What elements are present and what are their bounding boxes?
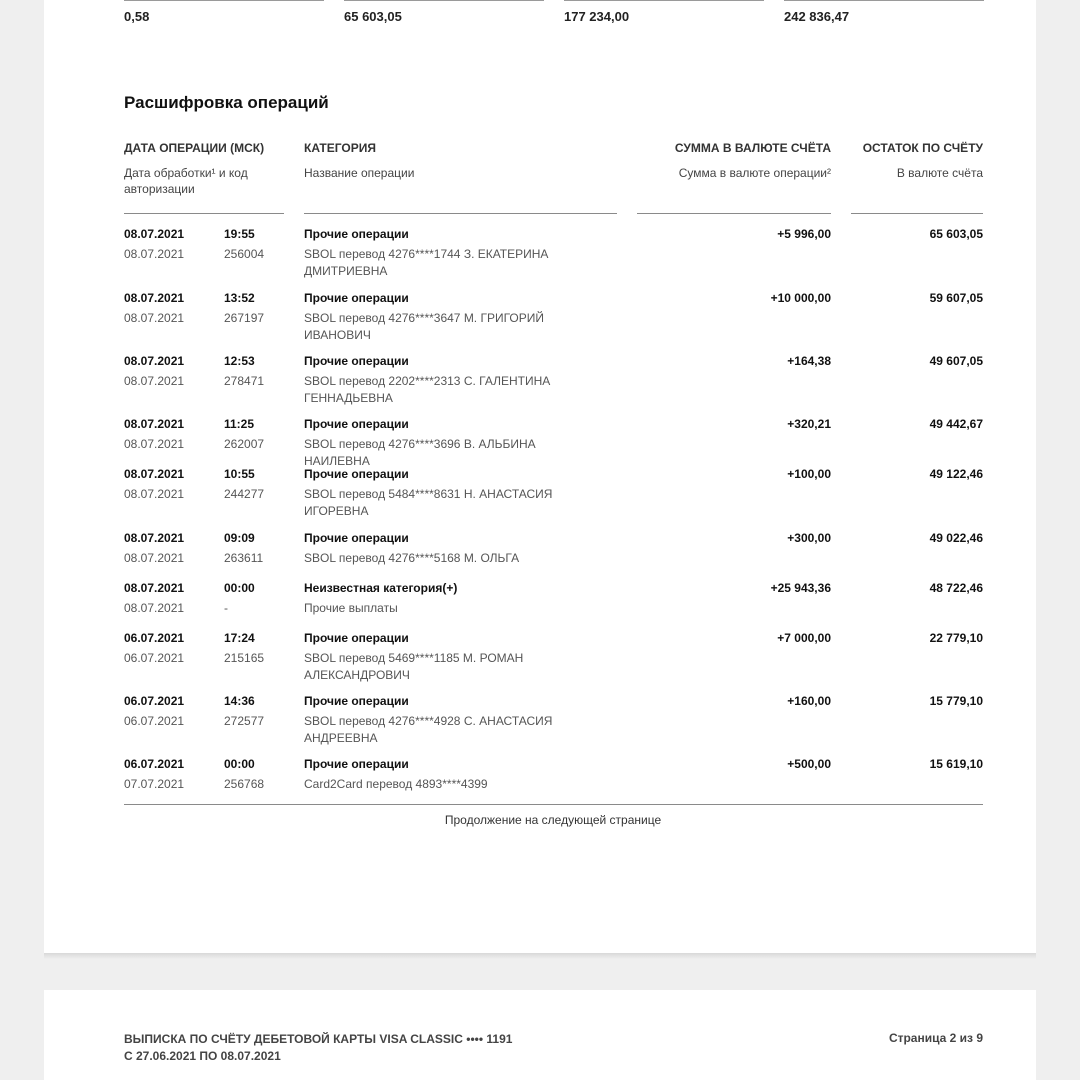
operation-date: 08.07.2021: [124, 417, 185, 431]
operation-category: Неизвестная категория(+): [304, 581, 458, 595]
authorization-code: 278471: [224, 374, 265, 388]
authorization-code: 215165: [224, 651, 265, 665]
account-balance: 22 779,10: [929, 631, 983, 645]
next-page-footer: [44, 990, 1036, 1080]
operation-time: 11:25: [224, 417, 255, 431]
account-balance: 59 607,05: [929, 291, 983, 305]
authorization-code: 244277: [224, 487, 265, 501]
summary-value: 65 603,05: [344, 0, 544, 32]
page-number: Страница 2 из 9: [888, 1031, 983, 1045]
operation-date: 06.07.2021: [124, 757, 185, 771]
operation-time: 12:53: [224, 354, 255, 368]
account-balance: 48 722,46: [929, 581, 983, 595]
operation-time: 10:55: [224, 467, 255, 481]
operation-description: SBOL перевод 2202****2313 С. ГАЛЕНТИНА ГЕННАДЬЕВНА: [304, 374, 551, 405]
processing-date: 06.07.2021: [124, 651, 185, 665]
authorization-code: 256004: [224, 247, 265, 261]
operation-amount: +5 996,00: [777, 227, 831, 241]
operation-time: 13:52: [224, 291, 255, 305]
operation-category: Прочие операции: [304, 694, 409, 708]
authorization-code: 256768: [224, 777, 265, 791]
page-gap: [44, 953, 1036, 959]
operation-description: SBOL перевод 5484****8631 Н. АНАСТАСИЯ ИГОРЕВНА: [304, 487, 553, 518]
operation-date: 08.07.2021: [124, 354, 185, 368]
summary-value: 242 836,47: [784, 0, 984, 32]
statement-page: [44, 0, 1036, 953]
account-balance: 49 022,46: [929, 531, 983, 545]
processing-date: 08.07.2021: [124, 311, 185, 325]
operation-time: 17:24: [224, 631, 255, 645]
account-balance: 65 603,05: [929, 227, 983, 241]
account-balance: 15 779,10: [929, 694, 983, 708]
processing-date: 08.07.2021: [124, 247, 185, 261]
authorization-code: 272577: [224, 714, 265, 728]
authorization-code: -: [224, 601, 228, 615]
account-balance: 49 442,67: [929, 417, 983, 431]
header-date: ДАТА ОПЕРАЦИИ (МСК): [124, 141, 265, 155]
authorization-code: 267197: [224, 311, 265, 325]
processing-date: 08.07.2021: [124, 437, 185, 451]
operation-date: 06.07.2021: [124, 631, 185, 645]
operation-time: 14:36: [224, 694, 255, 708]
operation-category: Прочие операции: [304, 417, 409, 431]
statement-title: [124, 1031, 512, 1065]
operation-category: Прочие операции: [304, 467, 409, 481]
statement-period: С 27.06.2021 ПО 08.07.2021: [124, 1049, 281, 1063]
header-divider: [851, 213, 983, 214]
operation-description: SBOL перевод 4276****3696 В. АЛЬБИНА НАИЛЕВНА: [304, 437, 536, 468]
operation-amount: +7 000,00: [777, 631, 831, 645]
continue-note: Продолжение на следующей странице: [444, 813, 662, 827]
operation-date: 08.07.2021: [124, 227, 185, 241]
operation-amount: +300,00: [787, 531, 831, 545]
operation-date: 08.07.2021: [124, 531, 185, 545]
operation-amount: +160,00: [787, 694, 831, 708]
operation-amount: +320,21: [787, 417, 831, 431]
operation-date: 06.07.2021: [124, 694, 185, 708]
header-category: КАТЕГОРИЯ: [304, 141, 376, 155]
account-balance: 49 607,05: [929, 354, 983, 368]
subheader-date: Дата обработки¹ и код авторизации: [124, 166, 248, 196]
processing-date: 08.07.2021: [124, 551, 185, 565]
operation-time: 00:00: [224, 757, 255, 771]
operation-amount: +10 000,00: [770, 291, 831, 305]
operation-description: SBOL перевод 4276****3647 М. ГРИГОРИЙ ИВАНОВИЧ: [304, 311, 545, 342]
operation-amount: +500,00: [787, 757, 831, 771]
operation-description: Прочие выплаты: [304, 601, 398, 615]
operation-category: Прочие операции: [304, 531, 409, 545]
operation-description: Card2Card перевод 4893****4399: [304, 777, 488, 791]
summary-value: 0,58: [124, 0, 324, 32]
section-title: Расшифровка операций: [124, 93, 329, 112]
subheader-category: Название операции: [304, 166, 415, 180]
operation-category: Прочие операции: [304, 631, 409, 645]
operation-date: 08.07.2021: [124, 291, 185, 305]
processing-date: 06.07.2021: [124, 714, 185, 728]
processing-date: 08.07.2021: [124, 374, 185, 388]
operation-amount: +25 943,36: [770, 581, 831, 595]
operation-time: 19:55: [224, 227, 255, 241]
subheader-amount: Сумма в валюте операции²: [678, 166, 831, 180]
operation-description: SBOL перевод 4276****1744 З. ЕКАТЕРИНА ДМИТРИЕВНА: [304, 247, 549, 278]
operation-category: Прочие операции: [304, 227, 409, 241]
processing-date: 08.07.2021: [124, 487, 185, 501]
header-divider: [124, 213, 284, 214]
operation-description: SBOL перевод 4276****5168 М. ОЛЬГА: [304, 551, 520, 565]
subheader-balance: В валюте счёта: [896, 166, 983, 180]
table-bottom-divider: [124, 804, 983, 805]
processing-date: 08.07.2021: [124, 601, 185, 615]
statement-title-line1: ВЫПИСКА ПО СЧЁТУ ДЕБЕТОВОЙ КАРТЫ VISA CLASSIC •••• 1191: [124, 1032, 513, 1046]
operation-amount: +100,00: [787, 467, 831, 481]
account-balance: 15 619,10: [929, 757, 983, 771]
operation-category: Прочие операции: [304, 354, 409, 368]
header-balance: ОСТАТОК ПО СЧЁТУ: [862, 141, 983, 155]
header-amount: СУММА В ВАЛЮТЕ СЧЁТА: [674, 141, 831, 155]
header-divider: [637, 213, 831, 214]
operation-amount: +164,38: [787, 354, 831, 368]
operation-category: Прочие операции: [304, 291, 409, 305]
operation-category: Прочие операции: [304, 757, 409, 771]
account-balance: 49 122,46: [929, 467, 983, 481]
processing-date: 07.07.2021: [124, 777, 185, 791]
operation-description: SBOL перевод 5469****1185 М. РОМАН АЛЕКСАНДРОВИЧ: [304, 651, 524, 682]
operation-description: SBOL перевод 4276****4928 С. АНАСТАСИЯ АНДРЕЕВНА: [304, 714, 553, 745]
operation-date: 08.07.2021: [124, 467, 185, 481]
operation-time: 00:00: [224, 581, 255, 595]
header-divider: [304, 213, 617, 214]
operation-time: 09:09: [224, 531, 255, 545]
summary-value: 177 234,00: [564, 0, 764, 32]
authorization-code: 263611: [224, 551, 264, 565]
authorization-code: 262007: [224, 437, 265, 451]
operation-date: 08.07.2021: [124, 581, 185, 595]
